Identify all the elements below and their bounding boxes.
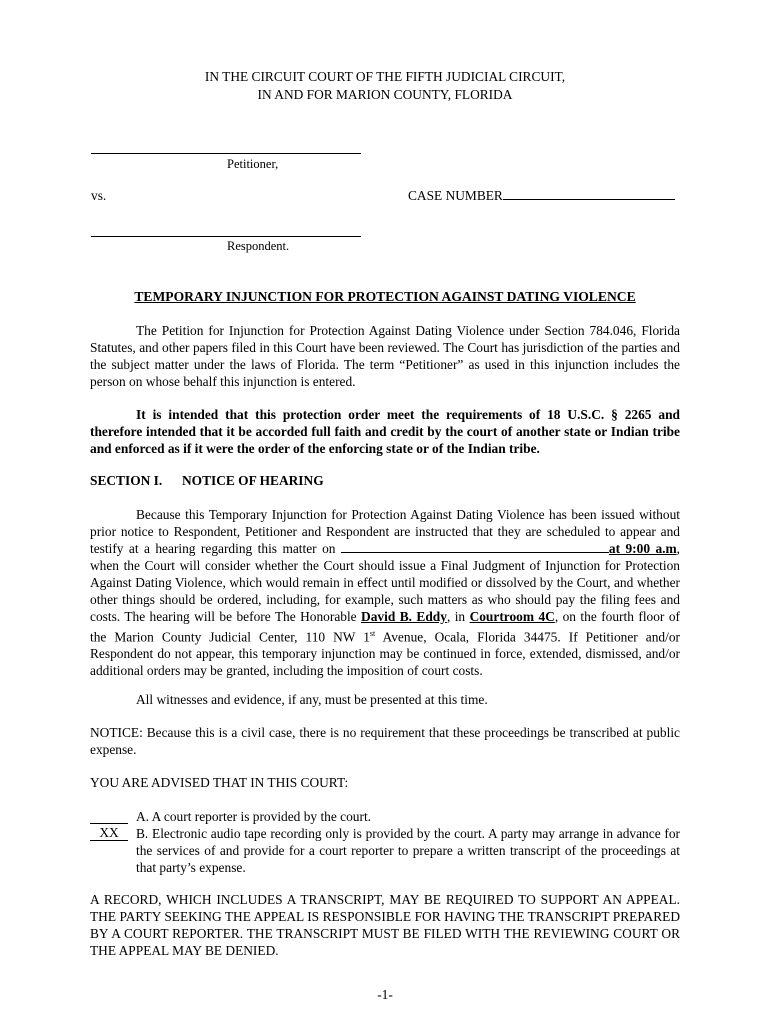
case-number-field [408,188,675,204]
hearing-text-2: , when the Court will consider whether the Court should issue a Final Judgment of Injunction for Protection Against Dating Violence, which would remain in effect until modified or dissolved by the Court, and whether other things should be ordered, including, for example, such matters as who should pay the filing fees and costs. The hearing will be before The Honorable [90,541,680,624]
advised-heading: YOU ARE ADVISED THAT IN THIS COURT: [90,775,349,790]
section-title: NOTICE OF HEARING [182,473,324,488]
ordinal-superscript: st [369,629,376,638]
hearing-text-5: Avenue, Ocala, Florida 34475. If Petitioner and/or Respondent do not appear, this temporary injunction may be continued in force, extended, dismissed, and/or additional orders may be granted, including the imposition of court costs. [90,629,680,679]
hearing-text-4: , on the fourth floor of the Marion County Judicial Center, 110 NW 1 [90,609,680,645]
section-number: SECTION I. [90,473,163,488]
witnesses-text: All witnesses and evidence, if any, must be presented at this time. [136,692,488,707]
courtroom: Courtroom 4C [469,609,555,624]
intro-paragraph [90,322,680,390]
versus-label: vs. [91,188,107,203]
respondent-signature-line[interactable] [91,236,361,237]
petitioner-label: Petitioner, [227,157,279,171]
record-notice-paragraph: A RECORD, WHICH INCLUDES A TRANSCRIPT, MAY BE REQUIRED TO SUPPORT AN APPEAL. THE PARTY SEEKING THE APPEAL IS RESPONSIBLE FOR HAVING THE TRANSCRIPT PREPARED BY A COURT REPORTER. THE TRANSCRIPT MUST BE FILED WITH THE REVIEWING COURT OR THE APPEAL MAY BE DENIED. [90,892,680,958]
option-a-text: A. A court reporter is provided by the court. [136,809,372,824]
intent-paragraph-text: It is intended that this protection order meet the requirements of 18 U.S.C. § 2265 and therefore intended that it be accorded full faith and credit by the court of another state or Indian tribe and enforced as if it were the order of the enforcing state or of the Indian tribe. [90,407,680,456]
court-header-line2: IN AND FOR MARION COUNTY, FLORIDA [257,87,513,102]
option-a-checkbox[interactable] [90,808,128,824]
respondent-label: Respondent. [227,239,290,253]
intent-paragraph [90,406,680,457]
option-b-checkbox[interactable]: XX [90,825,128,841]
intro-paragraph-text: The Petition for Injunction for Protection Against Dating Violence under Section 784.046, Florida Statutes, and other papers filed in this Court have been reviewed. The Court has jurisdiction of the parties and the subject matter under the laws of Florida. The term “Petitioner” as used in this injunction includes the person on whose behalf this injunction is entered. [90,323,680,389]
case-number-label: CASE NUMBER [408,188,503,203]
page-number: -1- [377,987,393,1002]
case-number-blank[interactable] [503,199,675,200]
petitioner-signature-line[interactable] [91,153,361,154]
hearing-time: at 9:00 a.m [608,541,677,556]
hearing-paragraph [90,506,680,679]
court-header-line1: IN THE CIRCUIT COURT OF THE FIFTH JUDICIAL CIRCUIT, [204,69,566,84]
option-a [90,808,680,825]
document-title: TEMPORARY INJUNCTION FOR PROTECTION AGAINST DATING VIOLENCE [134,289,636,304]
section-heading [90,473,324,489]
hearing-text-1: Because this Temporary Injunction for Protection Against Dating Violence has been issued without prior notice to Respondent, Petitioner and Respondent are instructed that they are scheduled to appear and testify at a hearing regarding this matter on [90,507,680,556]
judge-name: David B. Eddy [361,609,447,624]
option-b-text: B. Electronic audio tape recording only is provided by the court. A party may arrange in advance for the services of and provide for a court reporter to prepare a written transcript of the proceedings at that party’s expense. [136,826,680,875]
option-b [90,825,680,876]
hearing-date-blank[interactable] [341,552,609,553]
hearing-text-3: , in [446,609,470,624]
witnesses-paragraph [90,691,680,708]
notice-paragraph: NOTICE: Because this is a civil case, there is no requirement that these proceedings be transcribed at public expense. [90,725,680,757]
